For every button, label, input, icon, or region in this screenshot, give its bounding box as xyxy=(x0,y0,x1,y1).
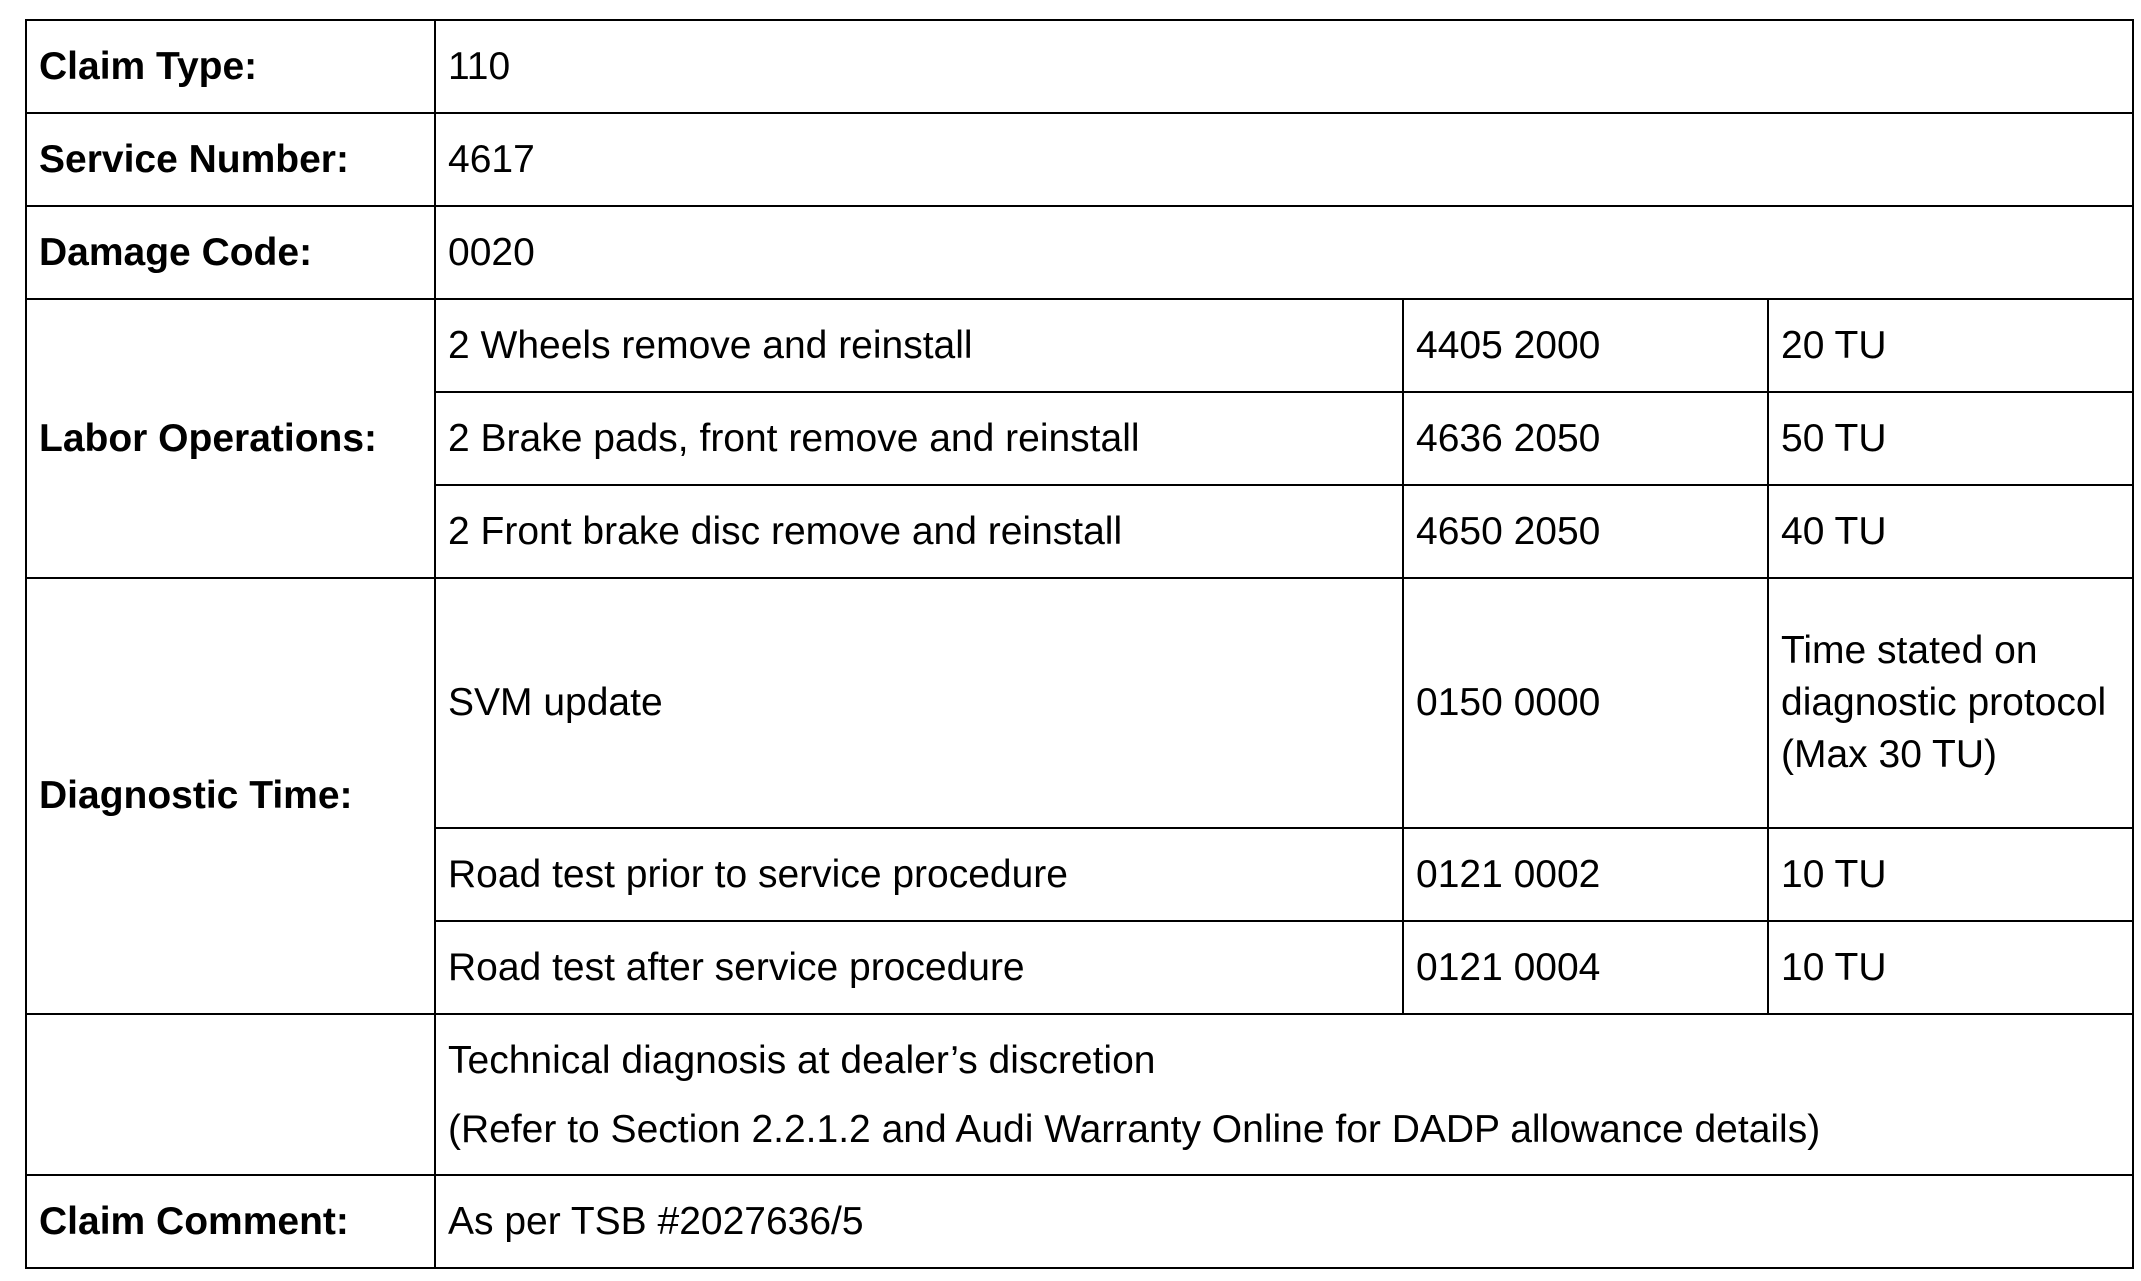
service-number-value: 4617 xyxy=(435,113,2133,206)
diagnostic-row xyxy=(26,578,2133,828)
labor-operation-description: 2 Brake pads, front remove and reinstall xyxy=(435,392,1403,485)
labor-operation-row xyxy=(26,299,2133,392)
claim-type-label: Claim Type: xyxy=(26,20,435,113)
labor-operation-code: 4405 2000 xyxy=(1403,299,1768,392)
diagnostic-description: Road test prior to service procedure xyxy=(435,828,1403,921)
damage-code-value: 0020 xyxy=(435,206,2133,299)
diagnostic-description: SVM update xyxy=(435,578,1403,828)
diagnostic-time: Time stated on diagnostic protocol (Max 30 TU) xyxy=(1768,578,2133,828)
labor-operation-description: 2 Wheels remove and reinstall xyxy=(435,299,1403,392)
labor-operations-label: Labor Operations: xyxy=(26,299,435,578)
diagnostic-time: 10 TU xyxy=(1768,921,2133,1014)
labor-operation-time: 40 TU xyxy=(1768,485,2133,578)
claim-comment-row xyxy=(26,1175,2133,1268)
technical-note xyxy=(435,1014,2133,1175)
labor-operation-time: 20 TU xyxy=(1768,299,2133,392)
service-number-label: Service Number: xyxy=(26,113,435,206)
claim-comment-value: As per TSB #2027636/5 xyxy=(435,1175,2133,1268)
diagnostic-code: 0150 0000 xyxy=(1403,578,1768,828)
empty-label-cell xyxy=(26,1014,435,1175)
labor-operation-time: 50 TU xyxy=(1768,392,2133,485)
warranty-claim-table xyxy=(25,19,2134,1269)
service-number-row xyxy=(26,113,2133,206)
diagnostic-time-label: Diagnostic Time: xyxy=(26,578,435,1014)
damage-code-label: Damage Code: xyxy=(26,206,435,299)
diagnostic-description: Road test after service procedure xyxy=(435,921,1403,1014)
diagnostic-code: 0121 0002 xyxy=(1403,828,1768,921)
claim-type-row xyxy=(26,20,2133,113)
diagnostic-time: 10 TU xyxy=(1768,828,2133,921)
claim-comment-label: Claim Comment: xyxy=(26,1175,435,1268)
labor-operation-code: 4636 2050 xyxy=(1403,392,1768,485)
technical-note-row xyxy=(26,1014,2133,1175)
claim-type-value: 110 xyxy=(435,20,2133,113)
labor-operation-description: 2 Front brake disc remove and reinstall xyxy=(435,485,1403,578)
labor-operation-code: 4650 2050 xyxy=(1403,485,1768,578)
diagnostic-code: 0121 0004 xyxy=(1403,921,1768,1014)
technical-note-line-2: (Refer to Section 2.2.1.2 and Audi Warranty Online for DADP allowance details) xyxy=(448,1107,1821,1151)
technical-note-line-1: Technical diagnosis at dealer’s discretion xyxy=(448,1038,1156,1082)
damage-code-row xyxy=(26,206,2133,299)
